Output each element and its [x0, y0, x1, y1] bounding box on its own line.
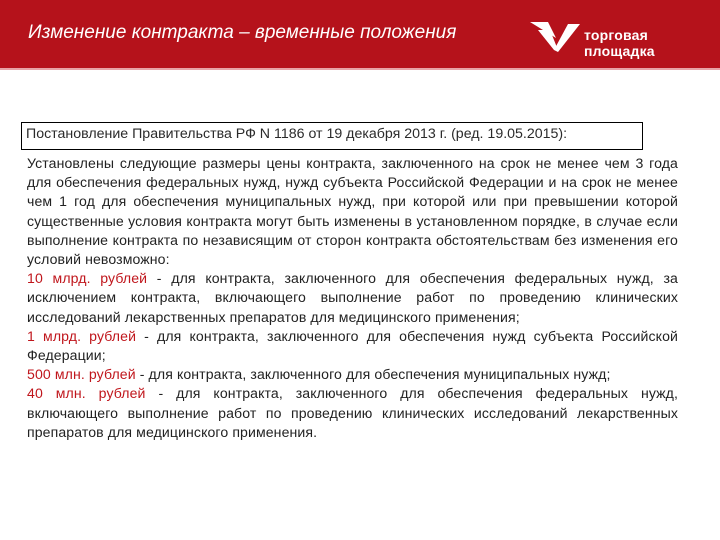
- logo-mark-icon: [528, 16, 584, 56]
- item-text: - для контракта, заключенного для обеспечения муниципальных нужд;: [135, 366, 611, 383]
- amount-label: 10 млрд. рублей: [27, 270, 148, 287]
- header-divider: [0, 68, 720, 70]
- item-text: - для контракта, заключенного для обеспечения федеральных нужд, включающего выполнение работ по проведению клинических исследований лекарственных препаратов для медицинского применения.: [27, 385, 679, 440]
- logo-text: торговая площадка: [584, 27, 655, 59]
- logo: [528, 16, 713, 59]
- reference-text: Постановление Правительства РФ N 1186 от 19 декабря 2013 г. (ред. 19.05.2015):: [26, 126, 568, 142]
- list-item: [27, 269, 678, 327]
- intro-paragraph: Установлены следующие размеры цены контракта, заключенного на срок не менее чем 3 года для обеспечения федеральных нужд, нужд субъекта Российской Федерации и на срок не менее чем 1 год для обеспечения муниципальных нужд, при которой или при превышении которой существенные условия контракта могут быть изменены в установленном порядке, в случае если выполнение контракта по независящим от сторон контракта обстоятельствам без изменения его условий невозможно:: [27, 155, 678, 268]
- header-bar: [0, 0, 720, 68]
- list-item: [27, 365, 678, 384]
- content-text: [27, 154, 678, 442]
- slide-title: Изменение контракта – временные положения: [28, 22, 457, 43]
- list-item: [27, 327, 678, 365]
- list-item: [27, 384, 678, 442]
- item-text: - для контракта, заключенного для обеспечения нужд субъекта Российской Федерации;: [27, 327, 678, 364]
- reference-box: [21, 122, 643, 150]
- amount-label: 40 млн. рублей: [27, 385, 146, 402]
- amount-label: 1 млрд. рублей: [27, 327, 137, 344]
- amount-label: 500 млн. рублей: [27, 366, 136, 383]
- item-text: - для контракта, заключенного для обеспечения федеральных нужд, за исключением контракта, включающего выполнение работ по проведению клинических исследований лекарственных препаратов для медицинского применения;: [27, 270, 678, 325]
